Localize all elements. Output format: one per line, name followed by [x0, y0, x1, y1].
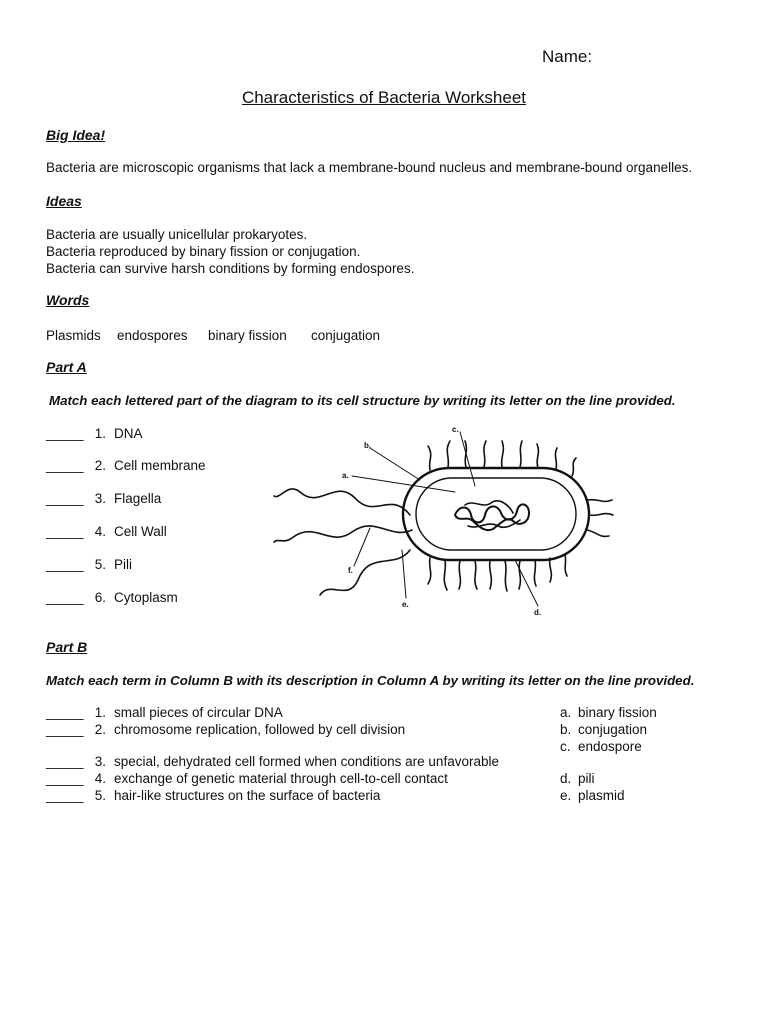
cell-wall [403, 468, 589, 560]
part-b-item [46, 722, 405, 739]
item-text: chromosome replication, followed by cell division [114, 722, 406, 737]
big-idea-text: Bacteria are microscopic organisms that lack a membrane-bound nucleus and membrane-bound organelles. [46, 160, 693, 175]
answer-blank[interactable]: _____ [46, 491, 84, 506]
term-text: plasmid [578, 788, 625, 803]
ideas-line-2: Bacteria reproduced by binary fission or conjugation. [46, 244, 361, 259]
ideas-heading: Ideas [46, 193, 82, 209]
leader-line [370, 448, 420, 480]
pilus [519, 561, 520, 589]
dna-nucleoid [455, 504, 529, 530]
item-number: 4. [94, 524, 106, 539]
word-list [46, 327, 446, 345]
answer-blank[interactable]: _____ [46, 458, 84, 473]
pilus [428, 558, 431, 584]
term-letter: b. [560, 722, 572, 737]
part-a-item [46, 557, 132, 572]
item-text: Cytoplasm [114, 590, 178, 605]
item-number: 5. [94, 788, 106, 803]
part-b-instruction: Match each term in Column B with its description in Column A by writing its letter on the line provided. [46, 673, 695, 688]
part-b-item [46, 771, 448, 788]
item-text: Cell Wall [114, 524, 167, 539]
page-title: Characteristics of Bacteria Worksheet [241, 88, 527, 107]
part-a-item [46, 590, 178, 605]
pilus [589, 514, 613, 516]
name-label: Name: [542, 47, 593, 66]
item-number: 3. [94, 754, 106, 769]
column-b-term [560, 705, 657, 720]
pilus [490, 561, 492, 589]
answer-blank[interactable]: _____ [46, 754, 84, 769]
item-number: 3. [94, 491, 106, 506]
term-text: conjugation [578, 722, 648, 737]
part-b-item [46, 705, 283, 722]
pilus [550, 558, 552, 582]
item-number: 4. [94, 771, 106, 786]
item-number: 1. [94, 705, 106, 720]
item-number: 2. [94, 458, 106, 473]
diagram-label-a: a. [342, 471, 349, 480]
cell-membrane [416, 478, 576, 550]
pilus [447, 441, 450, 467]
part-a-heading: Part A [46, 359, 87, 375]
answer-blank[interactable]: _____ [46, 426, 84, 441]
words-heading: Words [46, 292, 90, 308]
pilus [565, 554, 567, 576]
ideas-line-1: Bacteria are usually unicellular prokaryotes. [46, 227, 308, 242]
pilus [475, 561, 477, 589]
leader-line [402, 550, 406, 598]
item-text: exchange of genetic material through cell-to-cell contact [114, 771, 448, 786]
pilus [502, 441, 504, 467]
pilus [534, 560, 536, 586]
answer-blank[interactable]: _____ [46, 788, 84, 803]
pilus [428, 446, 431, 470]
word-item: Plasmids [46, 328, 101, 343]
term-letter: d. [560, 771, 572, 786]
diagram-label-b: b. [364, 441, 372, 450]
answer-blank[interactable]: _____ [46, 524, 84, 539]
pilus [588, 500, 612, 502]
term-text: endospore [578, 739, 642, 754]
item-text: Pili [114, 557, 133, 572]
part-b-item [46, 788, 380, 805]
leader-line [354, 528, 370, 566]
big-idea-heading: Big Idea! [46, 127, 106, 143]
part-a-item [46, 524, 167, 539]
pilus [444, 560, 447, 590]
word-item: endospores [117, 328, 188, 343]
pilus [537, 444, 538, 468]
term-text: pili [578, 771, 595, 786]
term-letter: a. [560, 705, 572, 720]
item-text: DNA [114, 426, 143, 441]
column-b-term [560, 739, 642, 754]
item-number: 1. [94, 426, 106, 441]
flagellum [274, 489, 410, 515]
answer-blank[interactable]: _____ [46, 771, 84, 786]
part-a-instruction: Match each lettered part of the diagram to its cell structure by writing its letter on the line provided. [49, 393, 676, 408]
leader-line [352, 476, 455, 492]
answer-blank[interactable]: _____ [46, 557, 84, 572]
diagram-label-f: f. [348, 566, 353, 575]
diagram-label-e: e. [402, 600, 409, 609]
pilus [572, 458, 576, 476]
item-text: Cell membrane [114, 458, 206, 473]
part-a-item [46, 491, 161, 506]
item-number: 5. [94, 557, 106, 572]
pilus [555, 448, 557, 470]
part-a-item [46, 426, 143, 441]
item-text: small pieces of circular DNA [114, 705, 283, 720]
flagellum [274, 526, 412, 542]
word-item: conjugation [311, 328, 381, 343]
item-number: 2. [94, 722, 106, 737]
pilus [459, 561, 460, 589]
pilus [520, 441, 522, 467]
part-b-item [46, 754, 499, 771]
diagram-label-d: d. [534, 608, 542, 617]
diagram-label-c: c. [452, 425, 459, 434]
pilus [505, 561, 507, 591]
column-b-term [560, 771, 595, 786]
part-a-item [46, 458, 206, 473]
item-text: special, dehydrated cell formed when conditions are unfavorable [114, 754, 499, 769]
ideas-line-3: Bacteria can survive harsh conditions by forming endospores. [46, 261, 415, 276]
item-text: hair-like structures on the surface of bacteria [114, 788, 381, 803]
column-b-term [560, 788, 625, 803]
flagellum [320, 550, 410, 595]
answer-blank[interactable]: _____ [46, 705, 84, 720]
term-text: binary fission [578, 705, 657, 720]
pilus [484, 441, 486, 467]
part-b-heading: Part B [46, 639, 88, 655]
item-text: Flagella [114, 491, 162, 506]
word-item: binary fission [208, 328, 287, 343]
pilus [587, 530, 609, 536]
term-letter: e. [560, 788, 572, 803]
dna-nucleoid [465, 501, 520, 527]
item-number: 6. [94, 590, 106, 605]
answer-blank[interactable]: _____ [46, 590, 84, 605]
term-letter: c. [560, 739, 571, 754]
answer-blank[interactable]: _____ [46, 722, 84, 737]
column-b-term [560, 722, 647, 737]
bacterium-diagram [270, 420, 620, 620]
